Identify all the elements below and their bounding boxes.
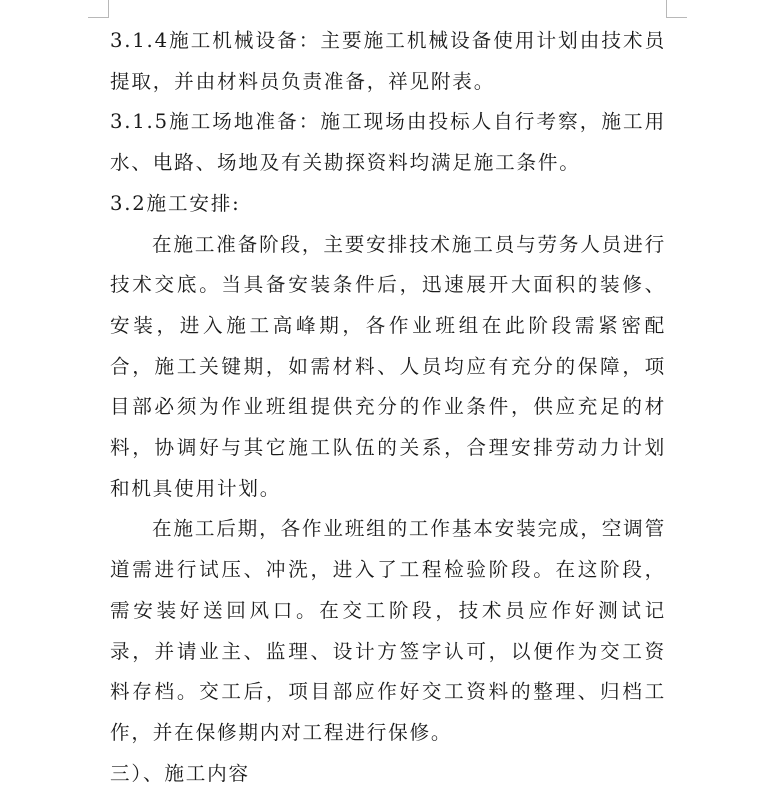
heading-section-3-construction-content: 三）、施工内容: [110, 761, 250, 785]
paragraph-later-stage: 在施工后期，各作业班组的工作基本安装完成，空调管道需进行试压、冲洗，进入了工程检验阶段。在这阶段，需安装好送回风口。在交工阶段，技术员应作好测试记录，并请业主、监理、设计方签字认可，以便作为交工资料存档。交工后，项目部应作好交工资料的整理、归档工作，并在保修期内对工程进行保修。: [110, 517, 666, 744]
crop-mark-top-right-horizontal: [666, 17, 687, 18]
document-body: [110, 21, 666, 794]
paragraph-3-1-4-machinery: 3.1.4施工机械设备：主要施工机械设备使用计划由技术员提取，并由材料员负责准备，祥见附表。: [110, 29, 666, 93]
crop-mark-top-left-vertical: [108, 0, 109, 17]
paragraph-3-1-5-site-preparation: 3.1.5施工场地准备：施工现场由投标人自行考察，施工用水、电路、场地及有关勘探资料均满足施工条件。: [110, 110, 666, 175]
crop-mark-top-right-vertical: [666, 0, 667, 17]
crop-mark-top-left-horizontal: [88, 17, 109, 18]
heading-3-2-construction-arrangement: 3.2施工安排:: [110, 191, 241, 215]
paragraph-preparation-stage: 在施工准备阶段，主要安排技术施工员与劳务人员进行技术交底。当具备安装条件后，迅速展开大面积的装修、安装，进入施工高峰期，各作业班组在此阶段需紧密配合，施工关键期，如需材料、人员均应有充分的保障，项目部必须为作业班组提供充分的作业条件，供应充足的材料，协调好与其它施工队伍的关系，合理安排劳动力计划和机具使用计划。: [110, 232, 666, 500]
